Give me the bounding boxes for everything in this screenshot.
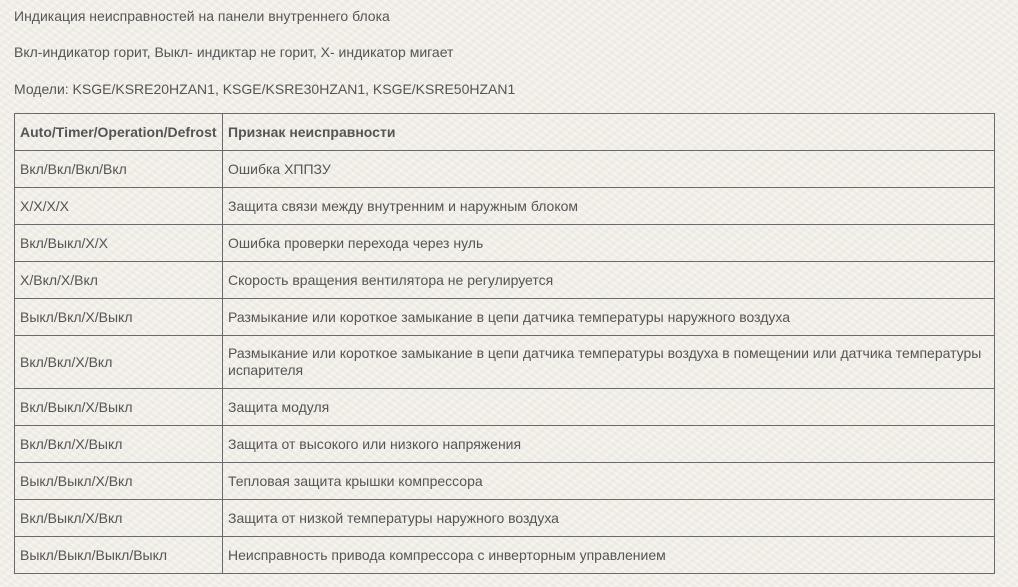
- indicator-legend: Вкл-индикатор горит, Выкл- индиктар не горит, Х- индикатор мигает: [14, 44, 454, 60]
- table-row: [15, 336, 995, 389]
- table-row: [15, 537, 995, 574]
- indicator-code-cell: Вкл/Выкл/Х/Вкл: [15, 500, 223, 537]
- fault-description-cell: Ошибка проверки перехода через нуль: [223, 225, 995, 262]
- page-title: Индикация неисправностей на панели внутреннего блока: [14, 8, 390, 24]
- fault-description-cell: Ошибка ХППЗУ: [223, 151, 995, 188]
- indicator-code-cell: Выкл/Вкл/Х/Выкл: [15, 299, 223, 336]
- indicator-code-cell: Х/Х/Х/Х: [15, 188, 223, 225]
- fault-description-cell: Размыкание или короткое замыкание в цепи датчика температуры наружного воздуха: [223, 299, 995, 336]
- fault-description-cell: Неисправность привода компрессора с инверторным управлением: [223, 537, 995, 574]
- indicator-code-cell: Х/Вкл/Х/Вкл: [15, 262, 223, 299]
- fault-description-cell: Защита модуля: [223, 389, 995, 426]
- indicator-code-cell: Выкл/Выкл/Х/Вкл: [15, 463, 223, 500]
- table-row: [15, 500, 995, 537]
- indicator-code-cell: Вкл/Выкл/Х/Х: [15, 225, 223, 262]
- fault-description-cell: Защита от низкой температуры наружного воздуха: [223, 500, 995, 537]
- indicator-code-cell: Вкл/Вкл/Вкл/Вкл: [15, 151, 223, 188]
- fault-description-cell: Защита связи между внутренним и наружным блоком: [223, 188, 995, 225]
- table-row: [15, 426, 995, 463]
- header-indicator-code: Auto/Timer/Operation/Defrost: [15, 114, 223, 151]
- header-fault-description: Признак неисправности: [223, 114, 995, 151]
- models-line: Модели: KSGE/KSRE20HZAN1, KSGE/KSRE30HZAN1, KSGE/KSRE50HZAN1: [14, 81, 516, 97]
- fault-description-cell: Скорость вращения вентилятора не регулируется: [223, 262, 995, 299]
- table-row: [15, 463, 995, 500]
- fault-description-cell: Защита от высокого или низкого напряжения: [223, 426, 995, 463]
- table-row: [15, 389, 995, 426]
- fault-description-cell: Размыкание или короткое замыкание в цепи датчика температуры воздуха в помещении или датчика температуры испарителя: [223, 336, 995, 389]
- indicator-code-cell: Вкл/Вкл/Х/Выкл: [15, 426, 223, 463]
- table-row: [15, 262, 995, 299]
- table-row: [15, 299, 995, 336]
- table-row: [15, 225, 995, 262]
- table-row: [15, 188, 995, 225]
- fault-table: [14, 113, 995, 574]
- indicator-code-cell: Выкл/Выкл/Выкл/Выкл: [15, 537, 223, 574]
- table-row: [15, 151, 995, 188]
- table-header-row: [15, 114, 995, 151]
- indicator-code-cell: Вкл/Вкл/Х/Вкл: [15, 336, 223, 389]
- fault-description-cell: Тепловая защита крышки компрессора: [223, 463, 995, 500]
- indicator-code-cell: Вкл/Выкл/Х/Выкл: [15, 389, 223, 426]
